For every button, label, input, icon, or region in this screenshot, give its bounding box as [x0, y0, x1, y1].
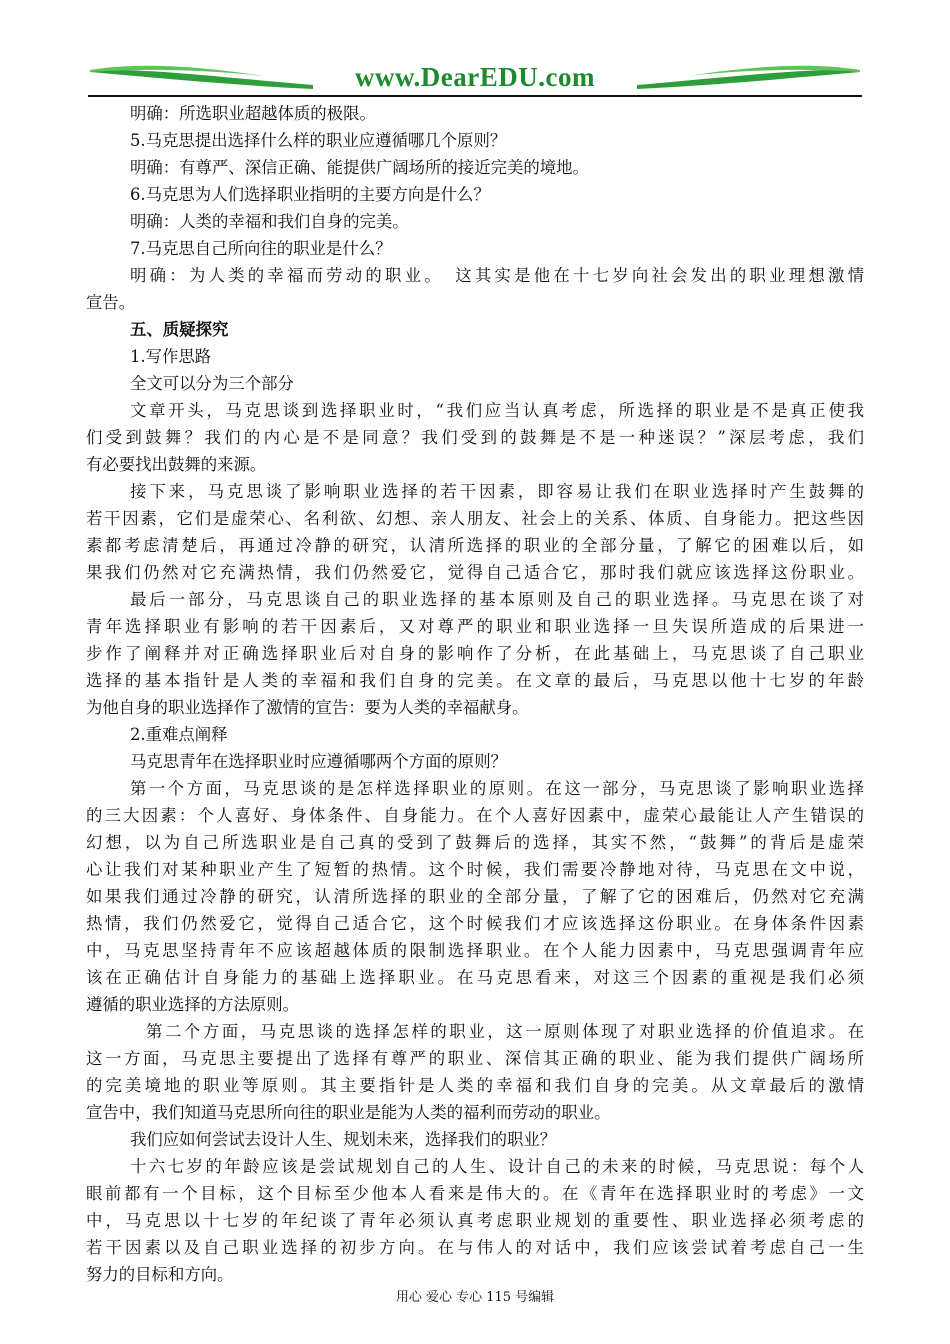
text-line: 最后一部分，马克思谈自己的职业选择的基本原则及自己的职业选择。马克思在谈了对 — [130, 590, 864, 609]
text-line: 有必要找出鼓舞的来源。 — [86, 455, 267, 474]
text-line: 宣告。 — [86, 293, 136, 312]
text-line: 心让我们对某种职业产生了短暂的热情。这个时候，我们需要冷静地对待，马克思在文中说， — [86, 860, 864, 879]
text-line: 中，马克思坚持青年不应该超越体质的限制选择职业。在个人能力因素中，马克思强调青年应 — [86, 941, 864, 960]
text-line: 明确：有尊严、深信正确、能提供广阔场所的接近完美的境地。 — [130, 158, 589, 177]
text-line: 宣告中，我们知道马克思所向往的职业是能为人类的福利而劳动的职业。 — [86, 1103, 611, 1122]
text-line: 若干因素，它们是虚荣心、名利欲、幻想、亲人朋友、社会上的关系、体质、自身能力。把这些因 — [86, 509, 864, 528]
text-line: 我们应如何尝试去设计人生、规划未来，选择我们的职业？ — [130, 1130, 557, 1149]
document-body — [86, 100, 864, 1288]
text-line: 1.写作思路 — [130, 347, 212, 366]
text-line: 明确：所选职业超越体质的极限。 — [130, 104, 376, 123]
site-header-banner — [88, 58, 862, 98]
text-line: 五、质疑探究 — [130, 320, 229, 339]
text-line: 马克思青年在选择职业时应遵循哪两个方面的原则？ — [130, 752, 507, 771]
text-line: 选择的基本指针是人类的幸福和我们自身的完美。在文章的最后，马克思以他十七岁的年龄 — [86, 671, 864, 690]
text-line: 为他自身的职业选择作了激情的宣告：要为人类的幸福献身。 — [86, 698, 529, 717]
text-line: 步作了阐释并对正确选择职业后对自身的影响作了分析，在此基础上，马克思谈了自己职业 — [86, 644, 864, 663]
text-line: 遵循的职业选择的方法原则。 — [86, 995, 300, 1014]
text-line: 该在正确估计自身能力的基础上选择职业。在马克思看来，对这三个因素的重视是我们必须 — [86, 968, 864, 987]
header-divider — [88, 95, 862, 97]
text-line: 这一方面，马克思主要提出了选择有尊严的职业、深信其正确的职业、能为我们提供广阔场所 — [86, 1049, 864, 1068]
text-line: 第一个方面，马克思谈的是怎样选择职业的原则。在这一部分，马克思谈了影响职业选择 — [130, 779, 864, 798]
text-line: 幻想，以为自己所选职业是自己真的受到了鼓舞后的选择，其实不然，“鼓舞”的背后是虚荣 — [86, 833, 864, 852]
text-line: 努力的目标和方向。 — [86, 1265, 234, 1284]
text-line: 7.马克思自己所向往的职业是什么？ — [130, 239, 392, 258]
text-line: 果我们仍然对它充满热情，我们仍然爱它，觉得自己适合它，那时我们就应该选择这份职业。 — [86, 563, 864, 582]
page-footer: 用心 爱心 专心 115 号编辑 — [395, 1290, 555, 1305]
text-line: 素都考虑清楚后，再通过冷静的研究，认清所选择的职业的全部分量，了解它的困难以后，如 — [86, 536, 864, 555]
text-line: 如果我们通过冷静的研究，认清所选择的职业的全部分量，了解了它的困难后，仍然对它充满 — [86, 887, 864, 906]
site-logo[interactable]: www.DearEDU.com — [355, 62, 595, 92]
text-line: 接下来，马克思谈了影响职业选择的若干因素，即容易让我们在职业选择时产生鼓舞的 — [130, 482, 864, 501]
text-line: 若干因素以及自己职业选择的初步方向。在与伟人的对话中，我们应该尝试着考虑自己一生 — [86, 1238, 864, 1257]
text-line: 6.马克思为人们选择职业指明的主要方向是什么？ — [130, 185, 490, 204]
text-line: 眼前都有一个目标，这个目标至少他本人看来是伟大的。在《青年在选择职业时的考虑》一文 — [86, 1184, 864, 1203]
text-line: 十六七岁的年龄应该是尝试规划自己的人生、设计自己的未来的时候，马克思说：每个人 — [130, 1157, 864, 1176]
text-line: 中，马克思以十七岁的年纪谈了青年必须认真考虑职业规划的重要性、职业选择必须考虑的 — [86, 1211, 864, 1230]
text-line: 全文可以分为三个部分 — [130, 374, 294, 393]
text-line: 热情，我们仍然爱它，觉得自己适合它，这个时候我们才应该选择这份职业。在身体条件因素 — [86, 914, 864, 933]
text-line: 青年选择职业有影响的若干因素后，又对尊严的职业和职业选择一旦失误所造成的后果进一 — [86, 617, 864, 636]
text-line: 们受到鼓舞？我们的内心是不是同意？我们受到的鼓舞是不是一种迷误？”深层考虑，我们 — [86, 428, 864, 447]
text-line: 第二个方面，马克思谈的选择怎样的职业，这一原则体现了对职业选择的价值追求。在 — [146, 1022, 864, 1041]
text-line: 5.马克思提出选择什么样的职业应遵循哪几个原则？ — [130, 131, 507, 150]
text-line: 的完美境地的职业等原则。其主要指针是人类的幸福和我们自身的完美。从文章最后的激情 — [86, 1076, 864, 1095]
text-line: 2.重难点阐释 — [130, 725, 228, 744]
text-line: 的三大因素：个人喜好、身体条件、自身能力。在个人喜好因素中，虚荣心最能让人产生错误的 — [86, 806, 864, 825]
text-line: 明确：为人类的幸福而劳动的职业。 这其实是他在十七岁向社会发出的职业理想激情 — [130, 266, 864, 285]
text-line: 明确：人类的幸福和我们自身的完美。 — [130, 212, 409, 231]
text-line: 文章开头，马克思谈到选择职业时，“我们应当认真考虑，所选择的职业是不是真正使我 — [130, 401, 864, 420]
